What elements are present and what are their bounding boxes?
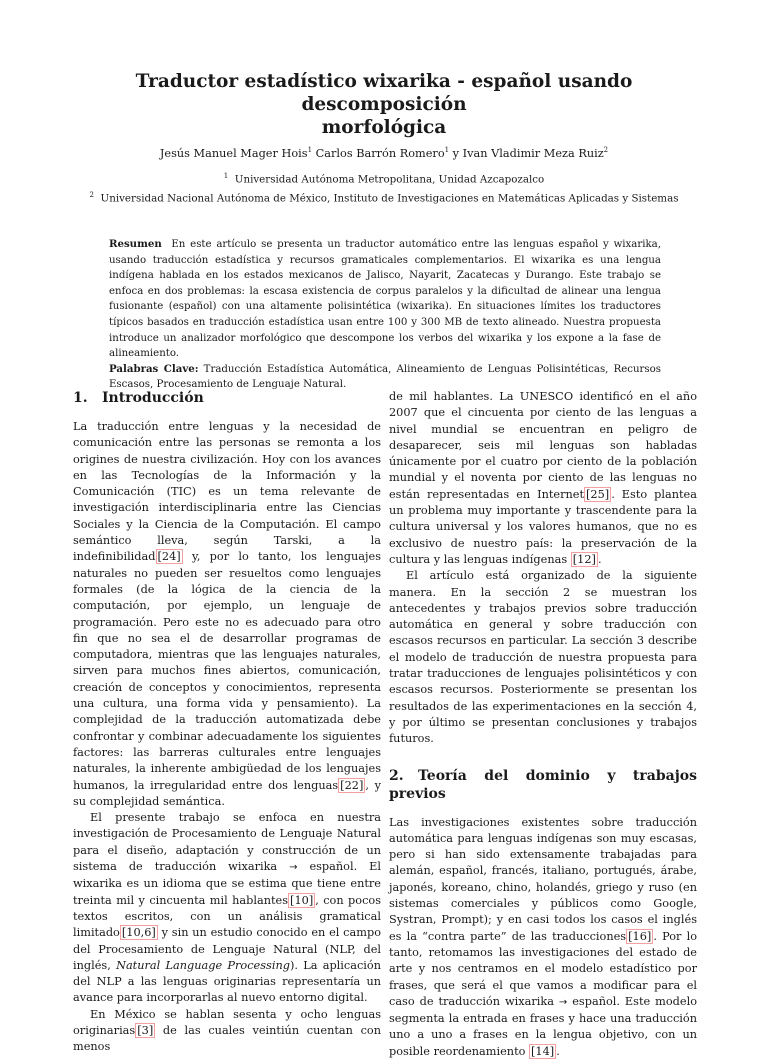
intro-paragraph-continued [389, 389, 697, 568]
section-title: Teoría del dominio y trabajos previos [389, 767, 697, 802]
affiliation-text: Universidad Nacional Autónoma de México, Instituto de Investigaciones en Matemáticas Aplicadas y Sistemas [100, 192, 679, 205]
citation-link[interactable]: [14] [531, 1044, 555, 1058]
theory-paragraph-1 [389, 815, 697, 1060]
author-affiliation-mark: 2 [603, 146, 609, 154]
citation-link[interactable]: [24] [157, 550, 181, 564]
italic-term: Natural Language Processing [116, 958, 290, 972]
author-name: Ivan Vladimir Meza Ruiz [462, 146, 604, 160]
intro-paragraph-organization: El artículo está organizado de la siguiente manera. En la sección 2 se muestran los antecedentes y trabajos previos sobre traducción automática en general y sobre traducción con escasos recursos en particular. La sección 3 describe el modelo de traducción de nuestra propuesta para tratar traducciones de lenguajes polisintéticos y con escasos recursos. Posteriormente se presentan los resultados de las experimentaciones en la sección 4, y por último se presentan conclusiones y trabajos futuros. [389, 569, 697, 746]
intro-paragraph-2 [73, 810, 381, 1007]
text-span: Las investigaciones existentes sobre traducción automática para lenguas indígenas son muy escasas, pero si han sido extensamente trabajadas para alemán, español, francés, italiano, portugués, árabe, japonés, koreano, chino, holandés, griego y ruso (en sistemas comerciales y públicos como Google, Systran, Prompt); y en casi todos los casos el inglés es la “contra parte” de las traducciones [389, 815, 697, 943]
abstract-text: En este artículo se presenta un traductor automático entre las lenguas español y wixarika, usando traducción estadística y recursos gramaticales complementarios. El wixarika es una lengua indígena hablada en los estados mexicanos de Jalisco, Nayarit, Zacatecas y Durango. Este trabajo se enfoca en dos problemas: la escasa existencia de corpus paralelos y la dificultad de alinear una lengua fusionante (español) con una altamente polisintética (wixarika). En situaciones límites los traductores típicos basados en traducción estadística usan entre 100 y 300 MB de texto alineado. Nuestra propuesta introduce un analizador morfológico que descompone los verbos del wixarika y los expone a la fase de alineamiento. [109, 239, 661, 360]
section-heading-introduccion [73, 389, 381, 407]
paper-title [70, 70, 698, 139]
text-span: y sin un estudio conocido en el campo del Procesamiento de Lenguaje Natural (NLP, del inglés, [73, 926, 381, 972]
section-number: 2. [389, 767, 404, 784]
abstract [109, 237, 661, 393]
citation-link[interactable]: [3] [137, 1023, 154, 1037]
citation-link[interactable]: [10,6] [121, 926, 156, 940]
text-span: de las cuales veintiún cuentan con menos [73, 1023, 381, 1054]
text-span: La traducción entre lenguas y la necesidad de comunicación entre las personas se remonta a los origines de nuestra civilización. Hoy con los avances en las Tecnologías de la Información y la Comunicación (TIC) es un tema relevante de investigación interdisciplinaria entre las Ciencias Sociales y la Ciencia de la Computación. El campo semántico lleva, según Tarski, a la indefinibilidad [73, 420, 381, 564]
affiliation-1 [0, 168, 768, 187]
citation-link[interactable]: [16] [628, 929, 652, 943]
left-column [73, 389, 381, 1056]
abstract-body [109, 237, 661, 362]
text-span: . [556, 1044, 560, 1058]
author-list [0, 146, 768, 160]
title-line-1: Traductor estadístico wixarika - español usando descomposición [135, 71, 633, 115]
affiliation-2 [0, 187, 768, 206]
text-span: de mil hablantes. La UNESCO identificó en el año 2007 que el cincuenta por ciento de las lenguas a nivel mundial se encuentran en peligro de desaparecer, seis mil lenguas son habladas únicamente por el cuatro por ciento de la población mundial y el noventa por ciento de las lenguas no están representadas en Internet [389, 390, 697, 501]
right-column [389, 389, 697, 1060]
abstract-label: Resumen [109, 238, 162, 250]
text-span: español. El wixarika es un idioma que se estima que tiene entre treinta mil y cincuenta mil hablantes [73, 860, 381, 907]
affiliation-number: 2 [89, 191, 94, 200]
author-affiliation-mark: 1 [444, 146, 450, 154]
section-number: 1. [73, 390, 88, 406]
intro-paragraph-1 [73, 419, 381, 810]
title-line-2: morfológica [321, 117, 447, 138]
affiliations [0, 168, 768, 207]
citation-link[interactable]: [25] [586, 487, 610, 501]
text-span: . Esto plantea un problema muy importante y trascendente para la cultura universal y los valores humanos, que no es exclusivo de nuestro país: la preservación de la cultura y las lenguas indígenas [389, 487, 697, 566]
keywords-text: Traducción Estadística Automática, Alineamiento de Lenguas Polisintéticas, Recursos Escasos, Procesamiento de Lenguaje Natural. [109, 363, 661, 391]
citation-link[interactable]: [12] [572, 552, 596, 566]
section-heading-teoria [389, 767, 697, 803]
author-name: Carlos Barrón Romero [315, 146, 445, 160]
text-span: , y su complejidad semántica. [73, 778, 381, 808]
text-span: . [597, 552, 602, 566]
section-title: Introducción [102, 390, 204, 406]
text-span: , con pocos textos escritos, con un análisis gramatical limitado [73, 893, 381, 940]
intro-paragraph-3 [73, 1007, 381, 1056]
text-span: ). La aplicación del NLP a las lenguas originarias representaría un avance para incorporarlas al nuevo entorno digital. [73, 958, 381, 1005]
text-span: El presente trabajo se enfoca en nuestra investigación de Procesamiento de Lenguaje Natural para el diseño, adaptación y construcción de un sistema de traducción wixarika [73, 811, 381, 874]
affiliation-text: Universidad Autónoma Metropolitana, Unidad Azcapozalco [234, 173, 545, 186]
text-span: y, por lo tanto, los lenguajes naturales no pueden ser resueltos como lenguajes formales (de la lógica de la ciencia de la computación, por ejemplo, un lenguaje de programación. Pero este no es adecuado para otro fin que no sea el de desarrollar programas de computadora, mientras que las lenguajes naturales, sirven para muchos fines abiertos, comunicación, creación de conceptos y conocimientos, representa una cultura, una forma vida y pensamiento). La complejidad de la traducción automatizada debe confrontar y combinar adecuadamente los siguientes factores: las barreras culturales entre lenguajes naturales, la inherente ambigüedad de los lenguajes humanos, la irregularidad entre dos lenguas [73, 550, 381, 792]
right-arrow-icon: → [289, 862, 298, 874]
text-span: En México se hablan sesenta y ocho lenguas originarias [73, 1007, 381, 1037]
citation-link[interactable]: [22] [340, 778, 364, 792]
affiliation-number: 1 [223, 172, 229, 180]
right-arrow-icon: → [558, 996, 568, 1008]
citation-link[interactable]: [10] [290, 893, 314, 907]
author-affiliation-mark: 1 [307, 146, 313, 154]
text-span: español. Este modelo segmenta la entrada en frases y hace una traducción uno a uno a frases en la lengua objetivo, con un posible reordenamiento [389, 994, 697, 1058]
text-span: . Por lo tanto, retomamos las investigaciones del estado de arte y nos centramos en el modelo estadístico por frases, que será el que vamos a modificar para el caso de traducción wixarika [389, 929, 697, 1008]
author-separator: y [449, 146, 463, 160]
author-name: Jesús Manuel Mager Hois [159, 146, 308, 160]
keywords-label: Palabras Clave: [109, 362, 199, 375]
